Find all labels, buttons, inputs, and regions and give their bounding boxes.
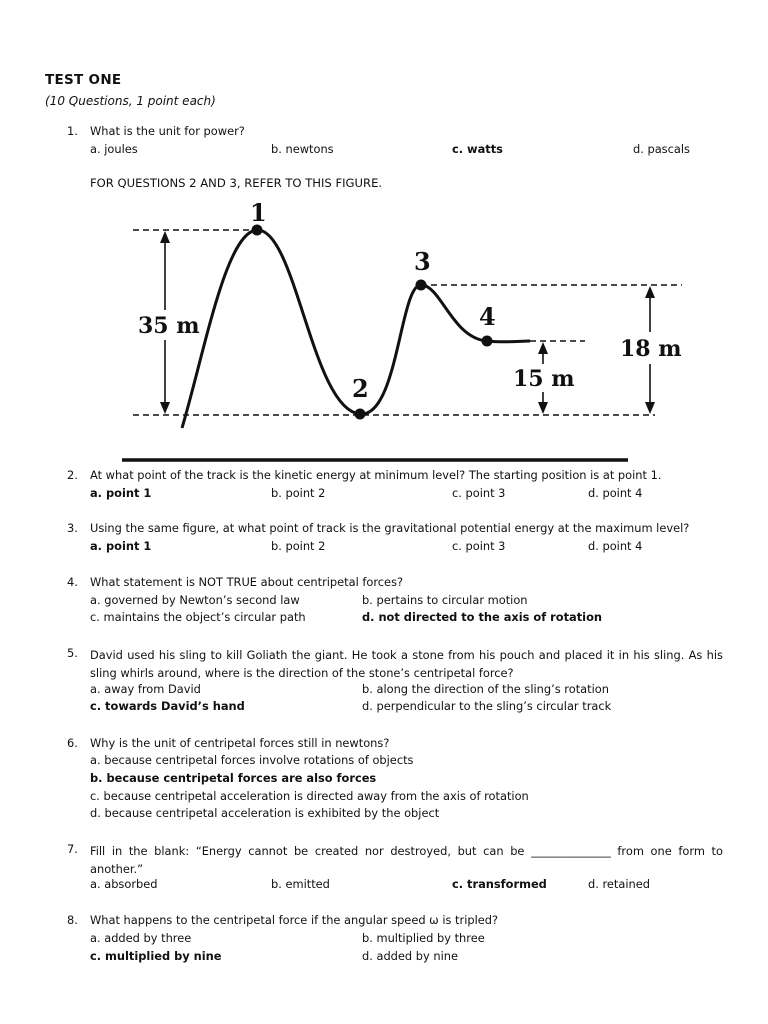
option-a-correct: a. point 1 xyxy=(90,539,152,553)
option-d-correct: d. not directed to the axis of rotation xyxy=(362,610,603,624)
option-b: b. point 2 xyxy=(271,539,326,553)
point-4-dot xyxy=(482,336,493,347)
question-text: David used his sling to kill Goliath the giant. He took a stone from his pouch and placed it in his sling. As his sling whirls around, where is the direction of the stone’s centripetal force? xyxy=(90,648,723,680)
arrow-15m-head-down xyxy=(538,402,548,414)
option-d: d. added by nine xyxy=(362,949,458,963)
question-text: At what point of the track is the kinetic energy at minimum level? The starting position is at point 1. xyxy=(90,468,662,482)
option-c: c. maintains the object’s circular path xyxy=(90,610,306,624)
question-number: 6. xyxy=(67,736,78,750)
question-text: What happens to the centripetal force if the angular speed ω is tripled? xyxy=(90,913,499,927)
question-text: What statement is NOT TRUE about centripetal forces? xyxy=(90,575,404,589)
arrow-35m-head-up xyxy=(160,231,170,243)
arrow-35m-head-down xyxy=(160,402,170,414)
point-3-label: 3 xyxy=(414,247,431,276)
option-a: a. away from David xyxy=(90,682,201,696)
option-b-correct: b. because centripetal forces are also forces xyxy=(90,771,377,785)
question-number: 3. xyxy=(67,521,78,535)
option-c-correct: c. multiplied by nine xyxy=(90,949,222,963)
question-number: 5. xyxy=(67,646,78,660)
option-d: d. point 4 xyxy=(588,539,643,553)
question-number: 1. xyxy=(67,124,78,138)
option-b: b. newtons xyxy=(271,142,334,156)
option-d: d. pascals xyxy=(633,142,690,156)
option-c-correct: c. watts xyxy=(452,142,503,156)
option-a: a. added by three xyxy=(90,931,192,945)
point-4-label: 4 xyxy=(479,302,496,331)
option-a-correct: a. point 1 xyxy=(90,486,152,500)
question-number: 7. xyxy=(67,842,78,856)
point-3-dot xyxy=(416,280,427,291)
option-a: a. because centripetal forces involve rotations of objects xyxy=(90,753,414,767)
option-c-correct: c. transformed xyxy=(452,877,547,891)
question-number: 2. xyxy=(67,468,78,482)
arrow-18m-head-down xyxy=(645,402,655,414)
option-d: d. retained xyxy=(588,877,650,891)
option-d: d. point 4 xyxy=(588,486,643,500)
question-text: Fill in the blank: “Energy cannot be created nor destroyed, but can be ______________ from one form to another.” xyxy=(90,844,723,876)
figure-note: FOR QUESTIONS 2 AND 3, REFER TO THIS FIGURE. xyxy=(90,176,383,190)
arrow-15m-head-up xyxy=(538,342,548,354)
question-text: What is the unit for power? xyxy=(90,124,245,138)
option-b: b. point 2 xyxy=(271,486,326,500)
roller-coaster-figure xyxy=(0,0,768,470)
option-c: c. because centripetal acceleration is directed away from the axis of rotation xyxy=(90,789,529,803)
question-number: 4. xyxy=(67,575,78,589)
option-c: c. point 3 xyxy=(452,539,506,553)
option-c-correct: c. towards David’s hand xyxy=(90,699,245,713)
option-b: b. emitted xyxy=(271,877,330,891)
label-15m: 15 m xyxy=(513,366,575,392)
option-b: b. multiplied by three xyxy=(362,931,485,945)
option-a: a. joules xyxy=(90,142,138,156)
point-2-label: 2 xyxy=(352,374,369,403)
point-1-label: 1 xyxy=(250,198,267,227)
arrow-18m-head-up xyxy=(645,286,655,298)
option-b: b. along the direction of the sling’s rotation xyxy=(362,682,609,696)
option-a: a. absorbed xyxy=(90,877,158,891)
option-d: d. because centripetal acceleration is exhibited by the object xyxy=(90,806,440,820)
point-2-dot xyxy=(355,409,366,420)
option-a: a. governed by Newton’s second law xyxy=(90,593,300,607)
question-text: Using the same figure, at what point of track is the gravitational potential energy at the maximum level? xyxy=(90,521,690,535)
option-d: d. perpendicular to the sling’s circular track xyxy=(362,699,612,713)
label-18m: 18 m xyxy=(620,336,682,362)
test-title: TEST ONE xyxy=(45,72,122,88)
test-subtitle: (10 Questions, 1 point each) xyxy=(45,94,216,108)
label-35m: 35 m xyxy=(138,313,200,339)
option-b: b. pertains to circular motion xyxy=(362,593,528,607)
question-text: Why is the unit of centripetal forces still in newtons? xyxy=(90,736,390,750)
question-number: 8. xyxy=(67,913,78,927)
option-c: c. point 3 xyxy=(452,486,506,500)
